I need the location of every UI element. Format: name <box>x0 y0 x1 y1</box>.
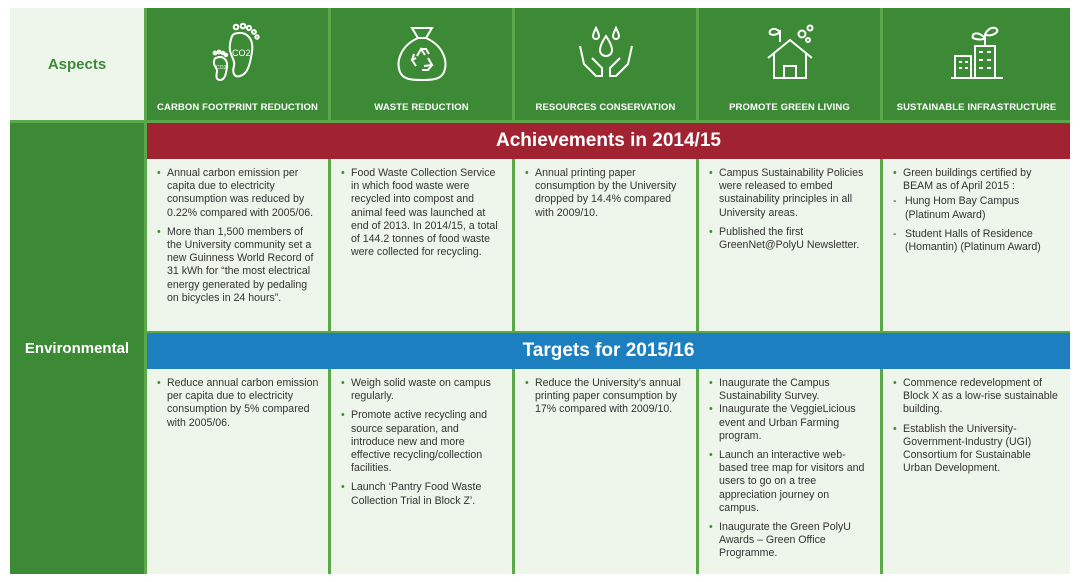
list-item: • Published the first GreenNet@PolyU Newsletter. <box>709 226 872 252</box>
header-sustainable-infrastructure <box>883 8 1070 120</box>
target-promote-green-living <box>699 369 880 574</box>
environmental-label: Environmental <box>10 123 144 574</box>
column-title-sustainable-infrastructure: SUSTAINABLE INFRASTRUCTURE <box>896 102 1057 113</box>
list-item: • Establish the University-Government-Industry (UGI) Consortium for Sustainable Urban Development. <box>893 423 1062 476</box>
header-waste-reduction <box>331 8 512 120</box>
list-item: • Launch an interactive web-based tree map for visitors and users to go on a tree appreciation journey on campus. <box>709 449 872 515</box>
list-item: • More than 1,500 members of the University community set a new Guinness World Record of 31 kWh for “the most electrical energy generated by pedaling on bicycles in 24 hours”. <box>157 226 320 305</box>
sub-list-item: - Hung Hom Bay Campus (Platinum Award) <box>893 195 1062 221</box>
targets-band: Targets for 2015/16 <box>147 333 1070 369</box>
hands-water-drops-icon <box>574 22 638 84</box>
achievements-band: Achievements in 2014/15 <box>147 123 1070 159</box>
list-item: • Promote active recycling and source separation, and introduce new and more effective recycling/collection facilities. <box>341 409 504 475</box>
header-promote-green-living <box>699 8 880 120</box>
sub-list-item: - Student Halls of Residence (Homantin) (Platinum Award) <box>893 228 1062 254</box>
list-item: • Campus Sustainability Policies were released to embed sustainability principles in all University areas. <box>709 167 872 220</box>
list-item: • Inaugurate the Campus Sustainability Survey. <box>709 377 872 403</box>
green-house-icon <box>758 22 822 84</box>
target-waste-reduction <box>331 369 512 574</box>
list-item: • Weigh solid waste on campus regularly. <box>341 377 504 403</box>
footprint-co2-icon <box>206 22 270 84</box>
list-item: • Annual printing paper consumption by the University dropped by 14.4% compared with 2009/10. <box>525 167 688 220</box>
list-item: • Reduce the University’s annual printing paper consumption by 17% compared with 2009/10. <box>525 377 688 417</box>
list-item: • Commence redevelopment of Block X as a low-rise sustainable building. <box>893 377 1062 417</box>
column-title-resources-conservation: RESOURCES CONSERVATION <box>535 102 676 113</box>
environmental-table <box>10 8 1070 574</box>
column-title-promote-green-living: PROMOTE GREEN LIVING <box>729 102 850 113</box>
green-buildings-icon <box>945 22 1009 84</box>
target-carbon-footprint <box>147 369 328 574</box>
achievement-resources-conservation <box>515 159 696 331</box>
recycling-bag-icon <box>390 22 454 84</box>
target-sustainable-infrastructure <box>883 369 1070 574</box>
list-item: • Annual carbon emission per capita due to electricity consumption was reduced by 0.22% compared with 2005/06. <box>157 167 320 220</box>
header-carbon-footprint <box>147 8 328 120</box>
list-item: • Food Waste Collection Service in which food waste were recycled into compost and animal feed was launched at end of 2013. In 2014/15, a total of 144.2 tonnes of food waste were collected for recycling. <box>341 167 504 259</box>
list-item: • Reduce annual carbon emission per capita due to electricity consumption by 5% compared with 2005/06. <box>157 377 320 430</box>
list-item: • Inaugurate the Green PolyU Awards – Green Office Programme. <box>709 521 872 561</box>
list-item: • Launch ‘Pantry Food Waste Collection Trial in Block Z’. <box>341 481 504 507</box>
column-title-carbon-footprint: CARBON FOOTPRINT REDUCTION <box>157 102 318 113</box>
achievement-waste-reduction <box>331 159 512 331</box>
aspects-label: Aspects <box>10 8 144 120</box>
target-resources-conservation <box>515 369 696 574</box>
header-resources-conservation <box>515 8 696 120</box>
svg-text:CO2: CO2 <box>215 65 226 71</box>
achievement-sustainable-infrastructure <box>883 159 1070 331</box>
column-title-waste-reduction: WASTE REDUCTION <box>374 102 469 113</box>
achievement-carbon-footprint <box>147 159 328 331</box>
achievement-promote-green-living <box>699 159 880 331</box>
svg-text:CO2: CO2 <box>231 48 251 58</box>
list-item: • Green buildings certified by BEAM as of April 2015 : <box>893 167 1062 193</box>
list-item: • Inaugurate the VeggieLicious event and Urban Farming program. <box>709 403 872 443</box>
